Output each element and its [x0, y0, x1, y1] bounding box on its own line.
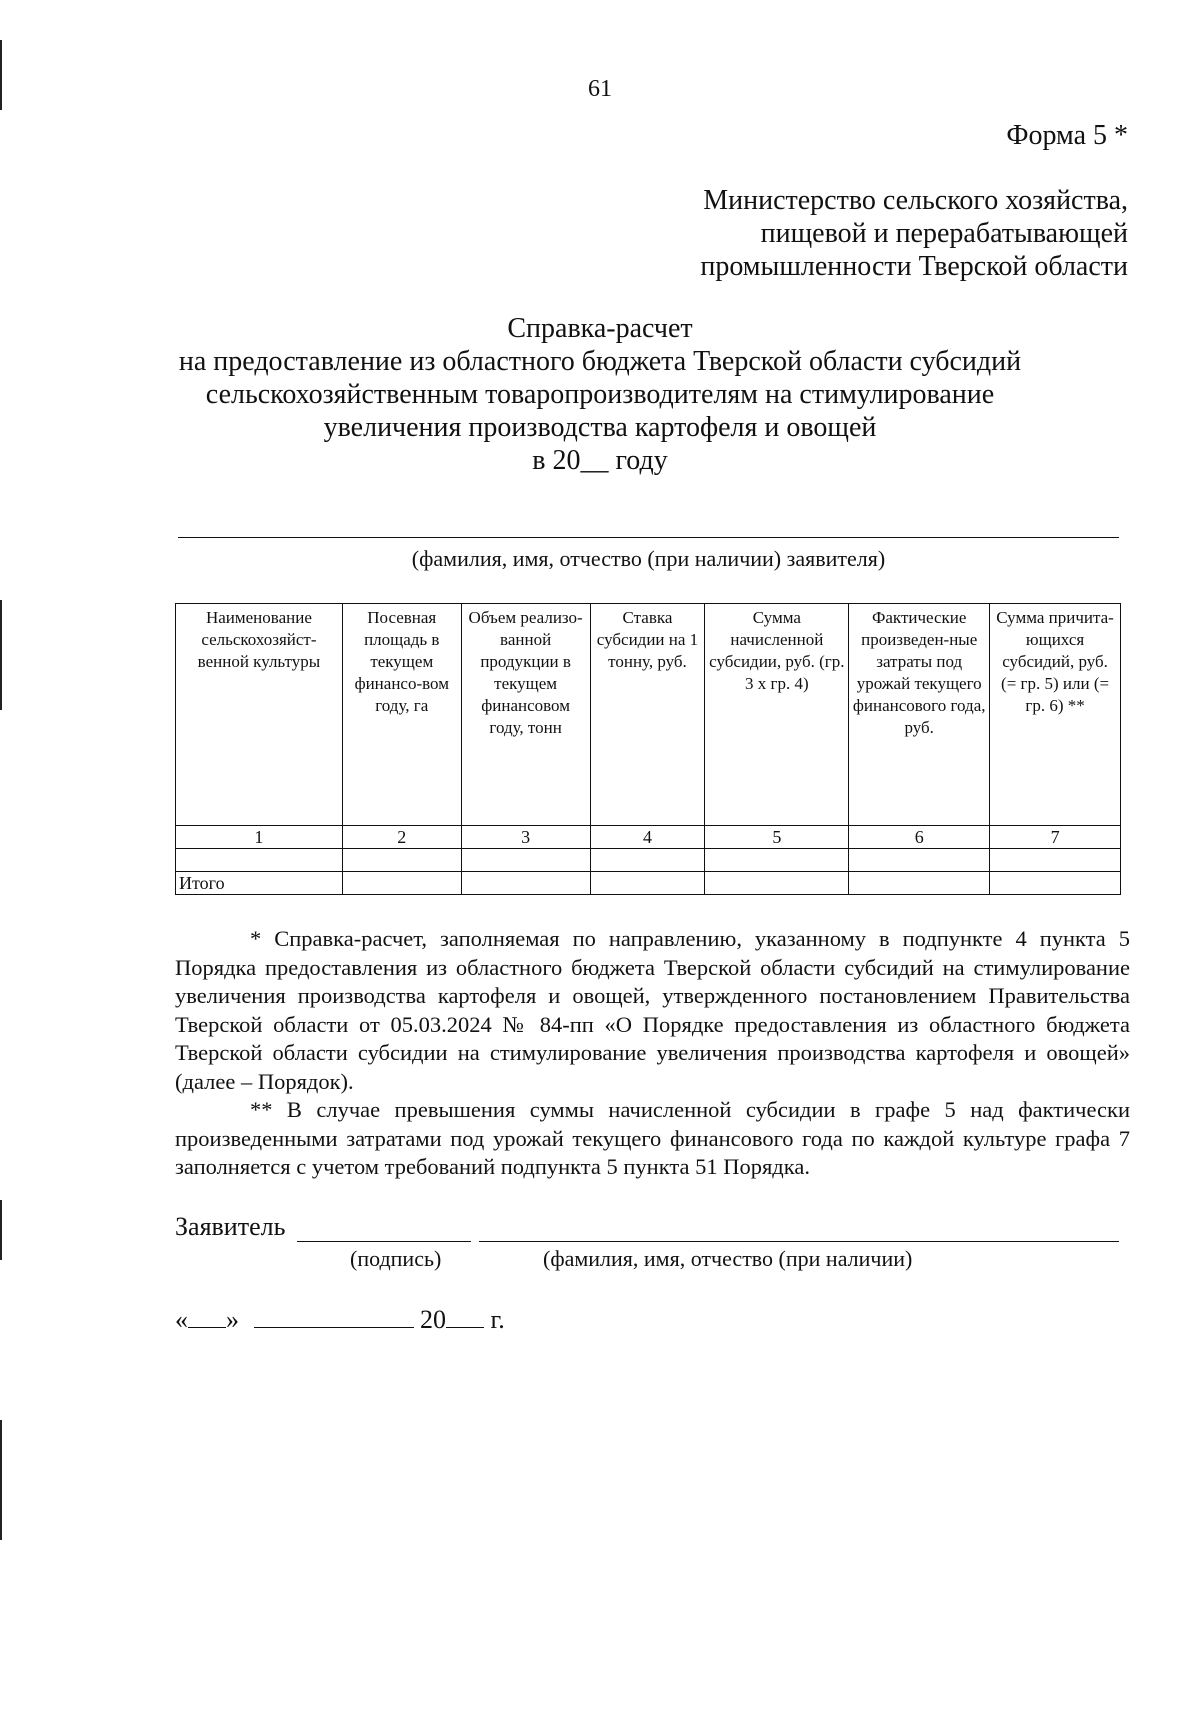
form-label: Форма 5 *	[1006, 120, 1128, 151]
table-cell[interactable]	[176, 849, 343, 872]
column-header: Сумма причита-ющихся субсидий, руб. (= гр. 5) или (= гр. 6) **	[990, 604, 1121, 826]
column-number: 6	[849, 826, 990, 849]
ministry-line: промышленности Тверской области	[700, 251, 1128, 282]
table-cell[interactable]	[590, 849, 705, 872]
table-cell[interactable]	[342, 872, 461, 895]
column-header: Ставка субсидии на 1 тонну, руб.	[590, 604, 705, 826]
title-line: сельскохозяйственным товаропроизводителям на стимулирование	[205, 379, 995, 410]
table-row	[176, 849, 1121, 872]
document-title	[0, 312, 1200, 477]
table-cell[interactable]	[342, 849, 461, 872]
column-number: 5	[705, 826, 849, 849]
name-caption: (фамилия, имя, отчество (при наличии)	[543, 1246, 913, 1271]
date-close-quote: »	[226, 1305, 239, 1334]
footnote-2: ** В случае превышения суммы начисленной субсидии в графе 5 над фактически произведенными затратами под урожай текущего финансового года по каждой культуре графа 7 заполняется с учетом требований подпункта 5 пункта 51 Порядка.	[175, 1097, 1130, 1179]
title-line: Справка-расчет	[507, 313, 693, 344]
column-header: Сумма начисленной субсидии, руб. (гр. 3 х гр. 4)	[705, 604, 849, 826]
title-line: увеличения производства картофеля и овощей	[323, 412, 877, 443]
ministry-line: Министерство сельского хозяйства,	[703, 185, 1128, 216]
footnote-1: * Справка-расчет, заполняемая по направлению, указанному в подпункте 4 пункта 5 Порядка предоставления из областного бюджета Тверской области субсидий на стимулирование увеличения производства картофеля и овощей, утвержденного постановлением Правительства Тверской области от 05.03.2024 № 84-пп «О Порядке предоставления из областного бюджета Тверской области субсидии на стимулирование увеличения производства картофеля и овощей» (далее – Порядок).	[175, 926, 1130, 1094]
signature-line[interactable]	[297, 1241, 471, 1242]
day-blank[interactable]	[188, 1305, 226, 1328]
column-header: Наименование сельскохозяйст-венной культуры	[176, 604, 343, 826]
applicant-caption: (фамилия, имя, отчество (при наличии) заявителя)	[411, 546, 886, 571]
ministry-addressee	[700, 184, 1128, 283]
name-line[interactable]	[479, 1241, 1119, 1242]
column-header: Объем реализо-ванной продукции в текущем финансовом году, тонн	[461, 604, 590, 826]
column-number: 3	[461, 826, 590, 849]
column-header: Фактические произведен-ные затраты под урожай текущего финансового года, руб.	[849, 604, 990, 826]
scan-margin-mark	[0, 1200, 2, 1260]
table-cell[interactable]	[849, 849, 990, 872]
signature-caption: (подпись)	[350, 1246, 442, 1271]
total-label: Итого	[176, 872, 343, 895]
column-number-row	[176, 826, 1121, 849]
applicant-name-line[interactable]	[178, 537, 1119, 538]
calculation-table	[175, 603, 1121, 895]
column-number: 2	[342, 826, 461, 849]
year-suffix: г.	[490, 1305, 505, 1334]
column-number: 4	[590, 826, 705, 849]
scan-margin-mark	[0, 1420, 2, 1540]
date-field	[175, 1305, 505, 1335]
table-cell[interactable]	[705, 872, 849, 895]
table-cell[interactable]	[461, 849, 590, 872]
ministry-line: пищевой и перерабатывающей	[760, 218, 1128, 249]
total-row	[176, 872, 1121, 895]
title-line: в 20__ году	[532, 445, 668, 476]
month-blank[interactable]	[254, 1305, 414, 1328]
footnotes	[175, 925, 1130, 1182]
table-cell[interactable]	[990, 849, 1121, 872]
table-cell[interactable]	[705, 849, 849, 872]
year-prefix: 20	[420, 1305, 446, 1334]
title-line: на предоставление из областного бюджета Тверской области субсидий	[178, 346, 1022, 377]
year-blank[interactable]	[446, 1305, 484, 1328]
column-header: Посевная площадь в текущем финансо-вом году, га	[342, 604, 461, 826]
table-header-row	[176, 604, 1121, 826]
column-number: 1	[176, 826, 343, 849]
column-number: 7	[990, 826, 1121, 849]
table-cell[interactable]	[849, 872, 990, 895]
table-cell[interactable]	[461, 872, 590, 895]
page-number: 61	[588, 76, 612, 102]
table-cell[interactable]	[990, 872, 1121, 895]
applicant-signature-label: Заявитель	[175, 1212, 286, 1241]
date-open-quote: «	[175, 1305, 188, 1334]
scan-margin-mark	[0, 600, 2, 710]
table-cell[interactable]	[590, 872, 705, 895]
